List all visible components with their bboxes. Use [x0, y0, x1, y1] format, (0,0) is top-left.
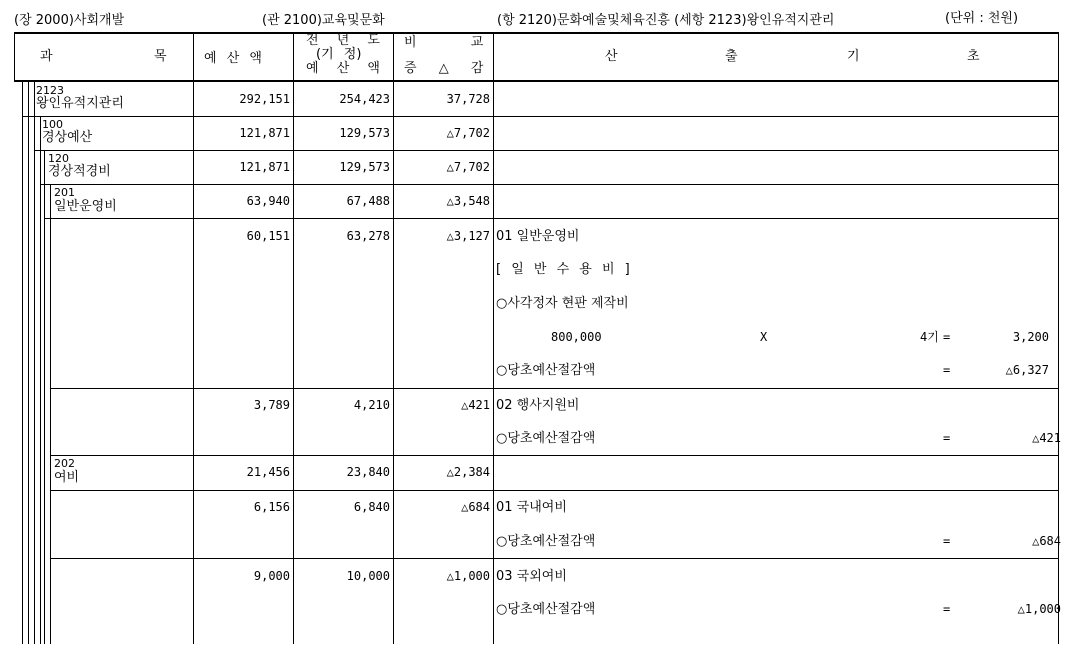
row-name: 경상적경비: [48, 164, 111, 179]
row-code: 202: [54, 457, 75, 470]
tree-line-5: [44, 150, 45, 644]
row-budget: 3,789: [253, 398, 290, 412]
row-prev: 10,000: [346, 569, 390, 583]
detail-title: 01 일반운영비: [496, 229, 580, 244]
detail-item: ○당초예산절감액: [496, 534, 596, 549]
calc-multiply: X: [760, 330, 768, 344]
col-sep-diff: [493, 32, 494, 644]
table-left-border: [14, 32, 15, 82]
row-name: 일반운영비: [54, 199, 117, 214]
tree-line-3: [34, 82, 35, 644]
col-header-prev-2: (기 정): [316, 47, 362, 62]
row-sep: [50, 490, 1059, 491]
row-budget: 121,871: [239, 126, 290, 140]
row-budget: 9,000: [253, 569, 290, 583]
col-sep-budget: [293, 32, 294, 644]
row-diff: △7,702: [446, 126, 490, 140]
section-label: (관 2100)교육및문화: [262, 13, 385, 28]
row-budget: 60,151: [246, 229, 290, 243]
col-header-comp-1: 비 교: [404, 35, 484, 50]
row-budget: 121,871: [239, 160, 290, 174]
calc-equals: =: [943, 363, 951, 377]
row-sep: [22, 116, 1059, 117]
calc-equals: =: [943, 431, 951, 445]
row-code: 120: [48, 152, 69, 165]
row-sep: [40, 184, 1059, 185]
detail-item: ○당초예산절감액: [496, 363, 596, 378]
calc-total: 3,200: [1012, 330, 1049, 344]
detail-item: ○사각정자 현판 제작비: [496, 296, 629, 311]
detail-title: 02 행사지원비: [496, 398, 580, 413]
row-name: 경상예산: [42, 130, 93, 145]
row-prev: 4,210: [353, 398, 390, 412]
calc-total: △421: [1032, 431, 1061, 445]
calc-equals: =: [943, 330, 951, 344]
row-code: 2123: [36, 84, 64, 97]
row-code: 201: [54, 186, 75, 199]
calc-equals: =: [943, 602, 951, 616]
row-prev: 129,573: [339, 160, 390, 174]
col-header-budget: 예 산 액: [204, 51, 262, 66]
tree-line-2: [28, 82, 29, 644]
row-budget: 63,940: [246, 194, 290, 208]
row-budget: 6,156: [253, 500, 290, 514]
col-sep-item: [193, 32, 194, 644]
tree-line-4: [40, 116, 41, 644]
col-header-prev-3: 예 산 액: [306, 61, 380, 76]
row-prev: 254,423: [339, 92, 390, 106]
subsection-label: (항 2120)문화예술및체육진흥 (세항 2123)왕인유적지관리: [497, 13, 835, 28]
row-code: 100: [42, 118, 63, 131]
calc-equals: =: [943, 534, 951, 548]
detail-title: 01 국내여비: [496, 500, 567, 515]
detail-item: ○당초예산절감액: [496, 431, 596, 446]
row-diff: △1,000: [446, 569, 490, 583]
row-diff: △2,384: [446, 465, 490, 479]
col-header-prev-1: 전 년 도: [306, 33, 380, 48]
row-sep: [44, 218, 1059, 219]
row-budget: 292,151: [239, 92, 290, 106]
row-prev: 6,840: [353, 500, 390, 514]
row-budget: 21,456: [246, 465, 290, 479]
tree-line-6: [50, 184, 51, 644]
table-right-border: [1058, 32, 1059, 644]
unit-label: (단위 : 천원): [945, 11, 1019, 26]
header-bottom-border: [14, 80, 1059, 82]
row-diff: 37,728: [446, 92, 490, 106]
detail-subheading: [ 일 반 수 용 비 ]: [496, 262, 630, 277]
row-prev: 63,278: [346, 229, 390, 243]
row-diff: △421: [461, 398, 490, 412]
row-prev: 129,573: [339, 126, 390, 140]
row-diff: △7,702: [446, 160, 490, 174]
calc-total: △6,327: [1005, 363, 1049, 377]
calc-qty: 4기: [920, 330, 939, 344]
calc-amount: 800,000: [551, 330, 602, 344]
row-sep: [50, 455, 1059, 456]
detail-title: 03 국외여비: [496, 569, 567, 584]
row-sep: [50, 388, 1059, 389]
calc-total: △1,000: [1017, 602, 1061, 616]
table-top-border: [14, 32, 1059, 34]
row-diff: △3,548: [446, 194, 490, 208]
row-diff: △3,127: [446, 229, 490, 243]
chapter-label: (장 2000)사회개발: [14, 13, 125, 28]
calc-total: △684: [1032, 534, 1061, 548]
row-prev: 67,488: [346, 194, 390, 208]
row-sep: [34, 150, 1059, 151]
row-diff: △684: [461, 500, 490, 514]
tree-line-1: [22, 82, 23, 644]
row-name: 여비: [54, 470, 80, 485]
row-name: 왕인유적지관리: [36, 96, 124, 111]
detail-item: ○당초예산절감액: [496, 602, 596, 617]
col-sep-prev: [393, 32, 394, 644]
row-prev: 23,840: [346, 465, 390, 479]
row-sep: [50, 558, 1059, 559]
col-header-comp-2: 증 △ 감: [404, 61, 484, 76]
